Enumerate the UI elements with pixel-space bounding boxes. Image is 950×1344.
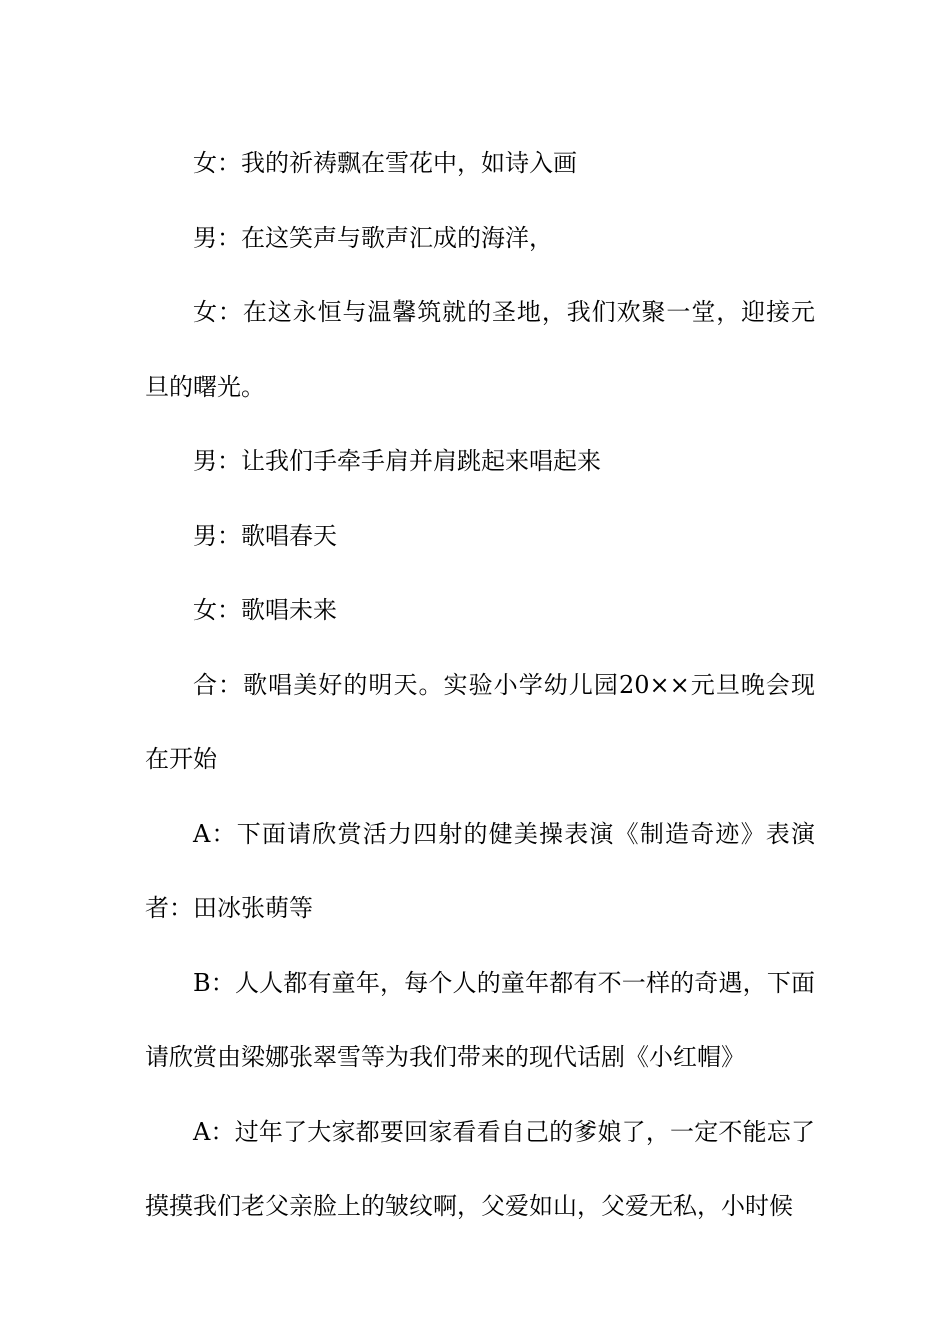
document-body [145,126,815,1244]
paragraph-6: 女：歌唱未来 [193,596,337,624]
paragraph-5: 男：歌唱春天 [193,521,337,550]
paragraph-7: 合：歌唱美好的明天。实验小学幼儿园20××元旦晚会现在开始 [145,670,815,773]
paragraph-4: 男：让我们手牵手肩并肩跳起来唱起来 [193,447,601,475]
paragraph-2: 男：在这笑声与歌声汇成的海洋， [193,223,553,252]
paragraph-1: 女：我的祈祷飘在雪花中，如诗入画 [193,149,577,177]
paragraph-3: 女：在这永恒与温馨筑就的圣地，我们欢聚一堂，迎接元旦的曙光。 [145,298,815,401]
paragraph-10: A：过年了大家都要回家看看自己的爹娘了，一定不能忘了摸摸我们老父亲脸上的皱纹啊，父爱如山，父爱无私，小时候 [145,1117,815,1220]
paragraph-9: B：人人都有童年，每个人的童年都有不一样的奇遇，下面请欣赏由梁娜张翠雪等为我们带来的现代话剧《小红帽》 [145,968,815,1071]
paragraph-8: A：下面请欣赏活力四射的健美操表演《制造奇迹》表演者：田冰张萌等 [145,819,815,922]
